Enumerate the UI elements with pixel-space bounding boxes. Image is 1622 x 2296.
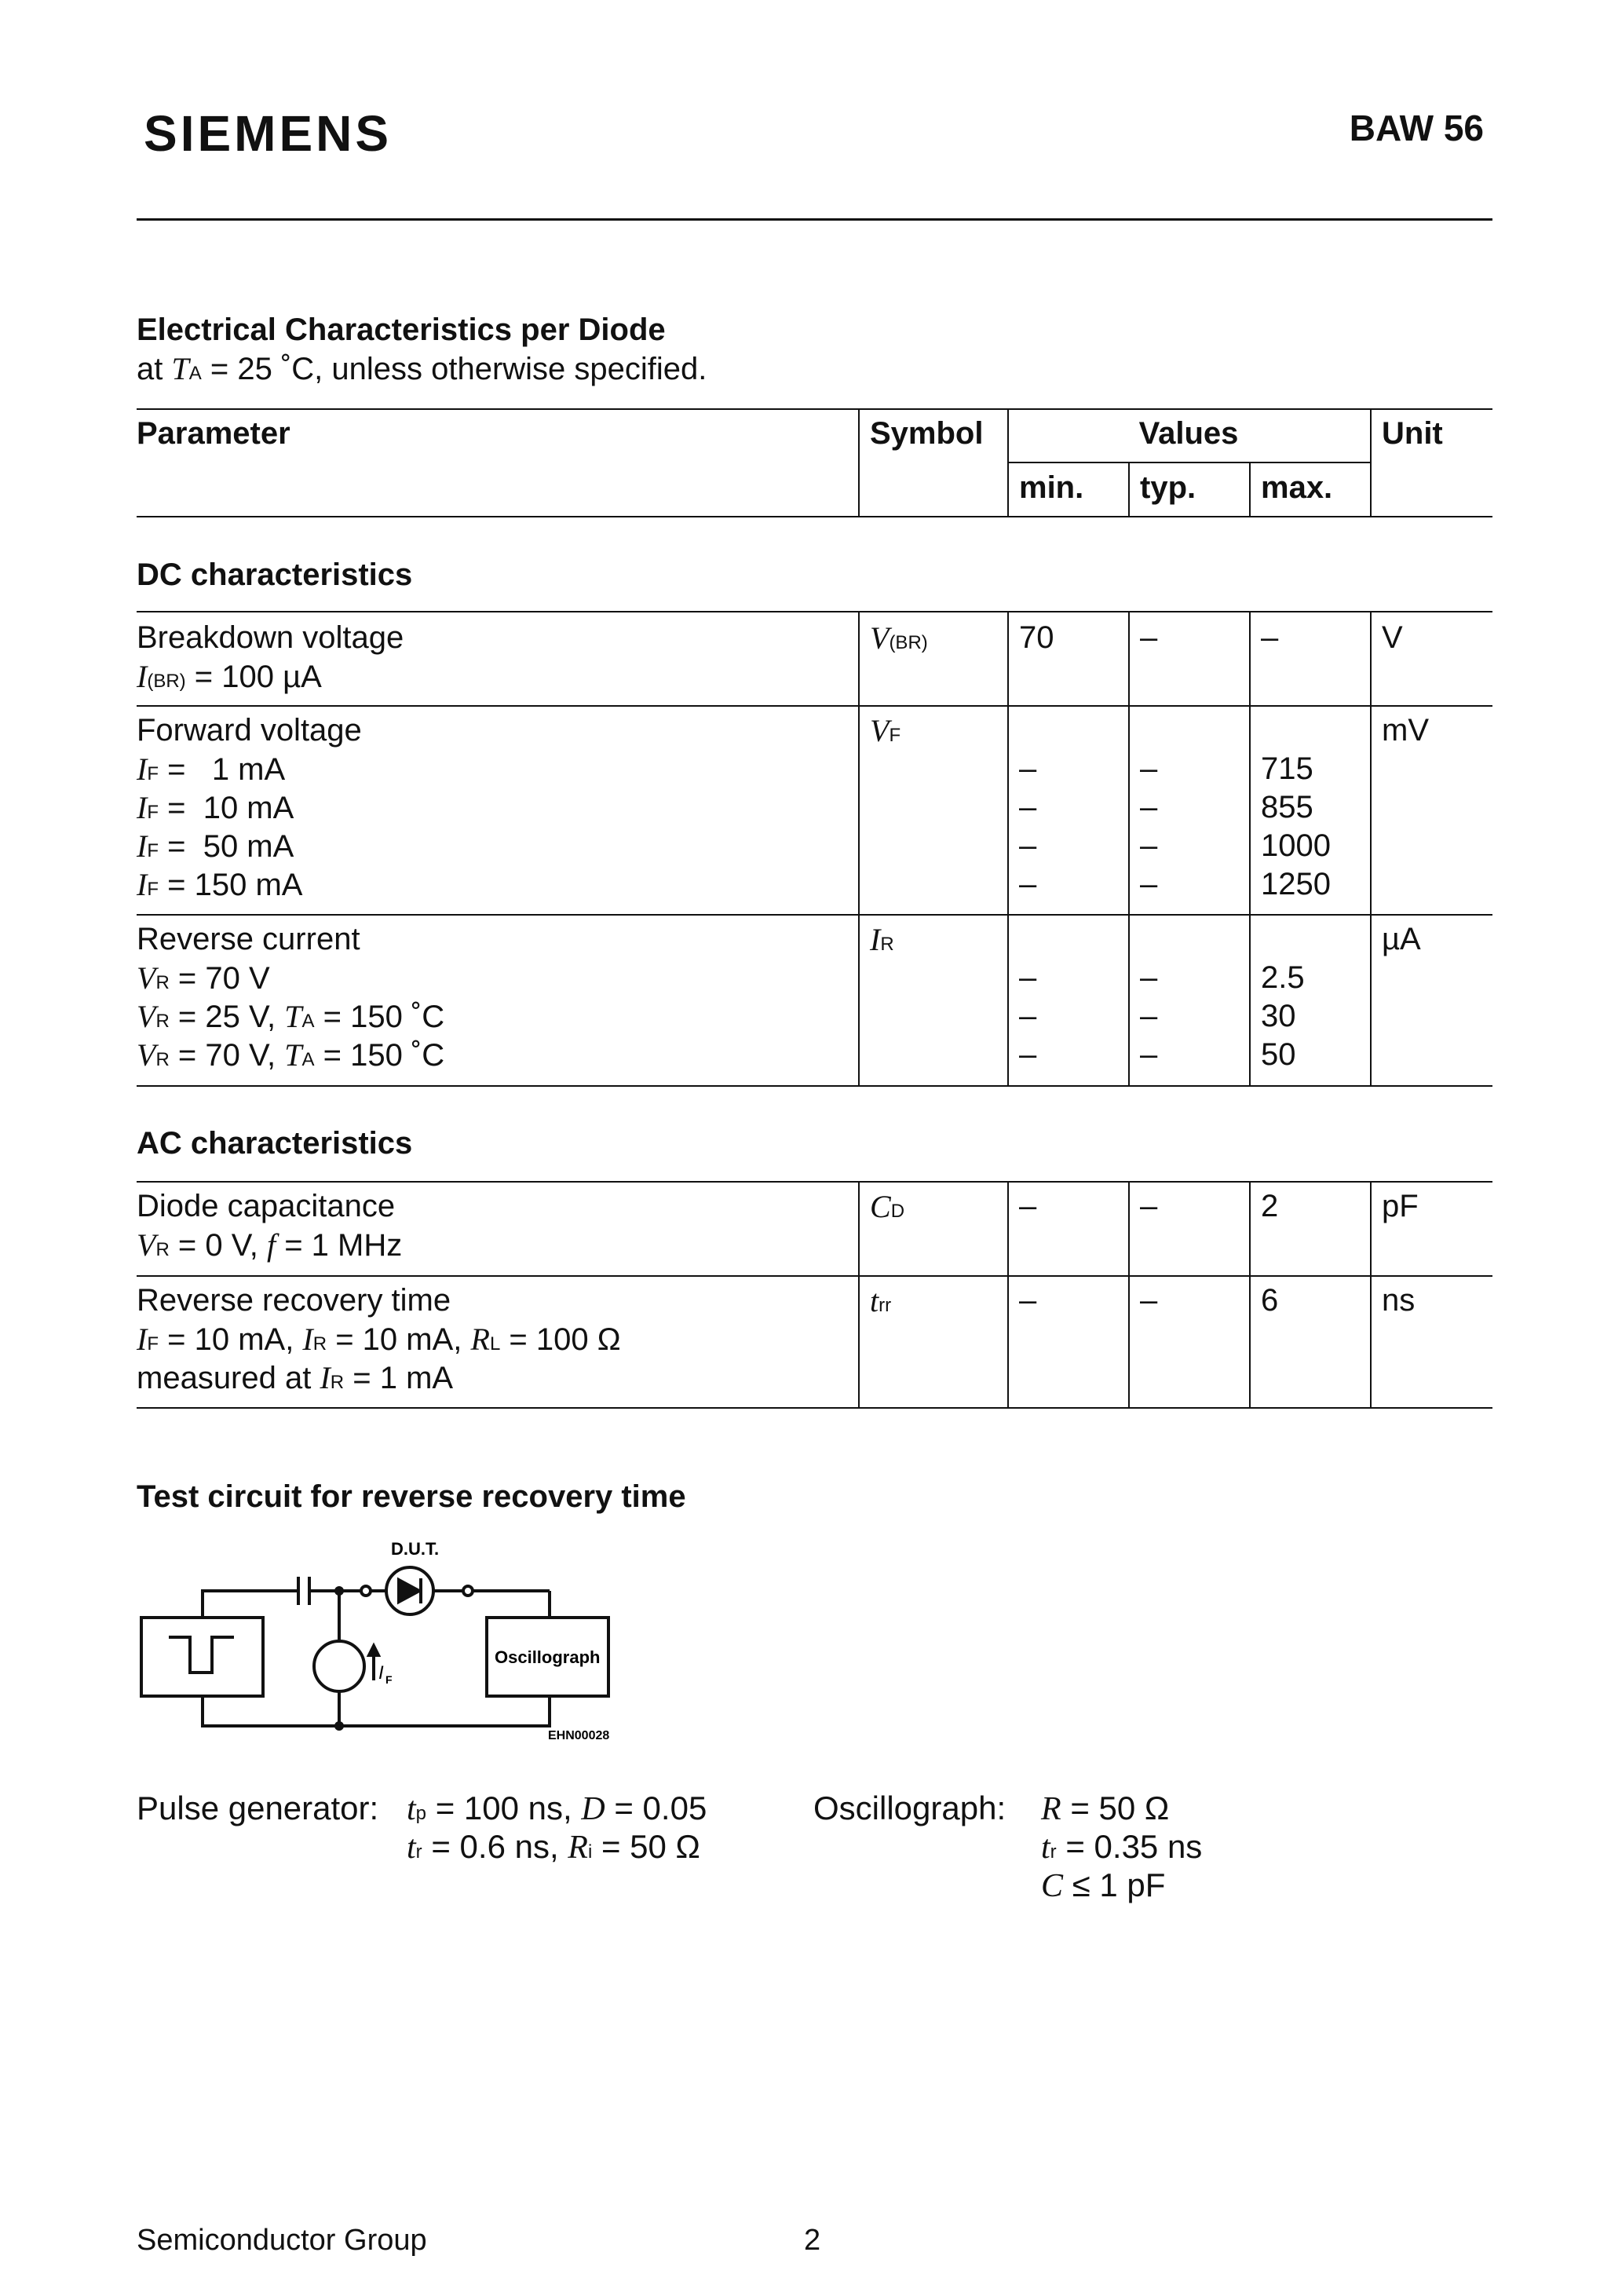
row-forward-max-1: 715 [1261, 751, 1313, 786]
col-divider [858, 1181, 860, 1407]
figure-code: EHN00028 [548, 1729, 610, 1742]
pulse-generator-box [141, 1618, 263, 1696]
table-header-bottom-rule [137, 516, 1492, 517]
row-breakdown-unit: V [1382, 620, 1403, 655]
row-capacitance-min: – [1019, 1189, 1037, 1223]
header-min: min. [1019, 470, 1084, 505]
row-forward-max-2: 855 [1261, 790, 1313, 824]
ac-section-title: AC characteristics [137, 1126, 413, 1161]
row-recovery-cond-1: IF = 10 mA, IR = 10 mA, RL = 100 Ω [137, 1322, 621, 1357]
if-sub-label: F [385, 1673, 393, 1686]
row-forward-cond-2: IF = 10 mA [137, 790, 294, 825]
row-forward-min-4: – [1019, 867, 1037, 901]
row-rule [137, 914, 1492, 916]
row-reverse-name: Reverse current [137, 922, 360, 956]
row-reverse-cond-2: VR = 25 V, TA = 150 ˚C [137, 999, 445, 1034]
row-rule [137, 705, 1492, 707]
dc-section-title: DC characteristics [137, 558, 413, 592]
col-divider [1370, 611, 1372, 1085]
if-label: I [378, 1662, 384, 1684]
row-recovery-max: 6 [1261, 1283, 1279, 1318]
ac-top-rule [137, 1181, 1492, 1183]
header-divider [137, 218, 1492, 221]
oscillograph-line-1: R = 50 Ω [1041, 1790, 1170, 1827]
row-reverse-cond-1: VR = 70 V [137, 960, 270, 996]
section-title: Electrical Characteristics per Diode [137, 313, 666, 347]
circuit-title: Test circuit for reverse recovery time [137, 1479, 686, 1514]
col-divider [858, 408, 860, 516]
current-source-icon [314, 1641, 364, 1691]
col-divider [858, 611, 860, 1085]
row-breakdown-condition: I(BR) = 100 µA [137, 659, 322, 694]
row-reverse-typ-3: – [1140, 1037, 1158, 1072]
col-divider [1128, 1181, 1130, 1407]
table-top-rule [137, 408, 1492, 410]
row-recovery-cond-2: measured at IR = 1 mA [137, 1360, 454, 1395]
values-subheader-rule [1007, 462, 1370, 463]
row-recovery-name: Reverse recovery time [137, 1283, 451, 1318]
col-divider [1370, 408, 1372, 516]
row-reverse-max-2: 30 [1261, 999, 1296, 1033]
row-forward-cond-1: IF = 1 mA [137, 751, 286, 787]
row-reverse-symbol: IR [870, 922, 894, 957]
col-divider [1249, 611, 1251, 1085]
part-number: BAW 56 [1349, 108, 1484, 148]
header-symbol: Symbol [870, 416, 984, 451]
row-capacitance-max: 2 [1261, 1189, 1279, 1223]
row-recovery-min: – [1019, 1283, 1037, 1318]
row-capacitance-name: Diode capacitance [137, 1189, 396, 1223]
table-bottom-rule [137, 1407, 1492, 1409]
row-forward-max-4: 1250 [1261, 867, 1331, 901]
brand-logo: SIEMENS [144, 105, 393, 162]
col-divider [1128, 462, 1130, 516]
page-number: 2 [804, 2224, 821, 2257]
row-forward-cond-4: IF = 150 mA [137, 867, 303, 902]
row-breakdown-name: Breakdown voltage [137, 620, 404, 655]
oscillograph-line-2: tr = 0.35 ns [1041, 1828, 1203, 1866]
col-divider [1007, 611, 1009, 1085]
row-capacitance-unit: pF [1382, 1189, 1419, 1223]
col-divider [1249, 1181, 1251, 1407]
row-reverse-cond-3: VR = 70 V, TA = 150 ˚C [137, 1037, 445, 1073]
header-typ: typ. [1140, 470, 1196, 505]
pulse-generator-label: Pulse generator: [137, 1790, 379, 1826]
row-forward-symbol: VF [870, 713, 901, 748]
row-breakdown-typ: – [1140, 620, 1158, 655]
row-reverse-min-2: – [1019, 999, 1037, 1033]
row-reverse-min-1: – [1019, 960, 1037, 995]
col-divider [1128, 611, 1130, 1085]
row-reverse-typ-2: – [1140, 999, 1158, 1033]
dut-label: D.U.T. [391, 1539, 440, 1559]
row-recovery-symbol: trr [870, 1283, 892, 1318]
row-recovery-unit: ns [1382, 1283, 1416, 1318]
row-forward-min-3: – [1019, 828, 1037, 863]
header-unit: Unit [1382, 416, 1443, 451]
header-max: max. [1261, 470, 1333, 505]
row-forward-typ-2: – [1140, 790, 1158, 824]
row-reverse-min-3: – [1019, 1037, 1037, 1072]
col-divider [1249, 462, 1251, 516]
row-rule [137, 1275, 1492, 1277]
pulse-icon [169, 1637, 234, 1673]
row-forward-typ-3: – [1140, 828, 1158, 863]
row-forward-min-2: – [1019, 790, 1037, 824]
row-forward-min-1: – [1019, 751, 1037, 786]
test-circuit-diagram [133, 1531, 620, 1743]
oscillograph-label: Oscillograph [495, 1647, 601, 1667]
footer-company: Semiconductor Group [137, 2224, 427, 2257]
row-forward-unit: mV [1382, 713, 1429, 748]
row-reverse-max-1: 2.5 [1261, 960, 1305, 995]
dc-top-rule [137, 611, 1492, 612]
row-breakdown-max: – [1261, 620, 1279, 655]
row-capacitance-typ: – [1140, 1189, 1158, 1223]
oscillograph-line-3: C ≤ 1 pF [1041, 1866, 1166, 1904]
row-reverse-max-3: 50 [1261, 1037, 1296, 1072]
row-breakdown-symbol: V(BR) [870, 620, 928, 656]
row-forward-typ-4: – [1140, 867, 1158, 901]
row-reverse-unit: µA [1382, 922, 1421, 956]
oscillograph-spec-label: Oscillograph: [813, 1790, 1006, 1826]
pulse-generator-line-2: tr = 0.6 ns, Ri = 50 Ω [407, 1828, 700, 1866]
row-forward-typ-1: – [1140, 751, 1158, 786]
row-capacitance-condition: VR = 0 V, f = 1 MHz [137, 1227, 403, 1263]
row-forward-cond-3: IF = 50 mA [137, 828, 294, 864]
pulse-generator-line-1: tp = 100 ns, D = 0.05 [407, 1790, 707, 1827]
row-forward-max-3: 1000 [1261, 828, 1331, 863]
row-breakdown-min: 70 [1019, 620, 1054, 655]
col-divider [1370, 1181, 1372, 1407]
row-forward-name: Forward voltage [137, 713, 362, 748]
row-rule [137, 1085, 1492, 1087]
col-divider [1007, 1181, 1009, 1407]
row-reverse-typ-1: – [1140, 960, 1158, 995]
row-recovery-typ: – [1140, 1283, 1158, 1318]
header-parameter: Parameter [137, 416, 290, 451]
section-subtitle: at TA = 25 ˚C, unless otherwise specified. [137, 351, 707, 386]
header-values: Values [1138, 416, 1239, 451]
row-capacitance-symbol: CD [870, 1189, 905, 1224]
